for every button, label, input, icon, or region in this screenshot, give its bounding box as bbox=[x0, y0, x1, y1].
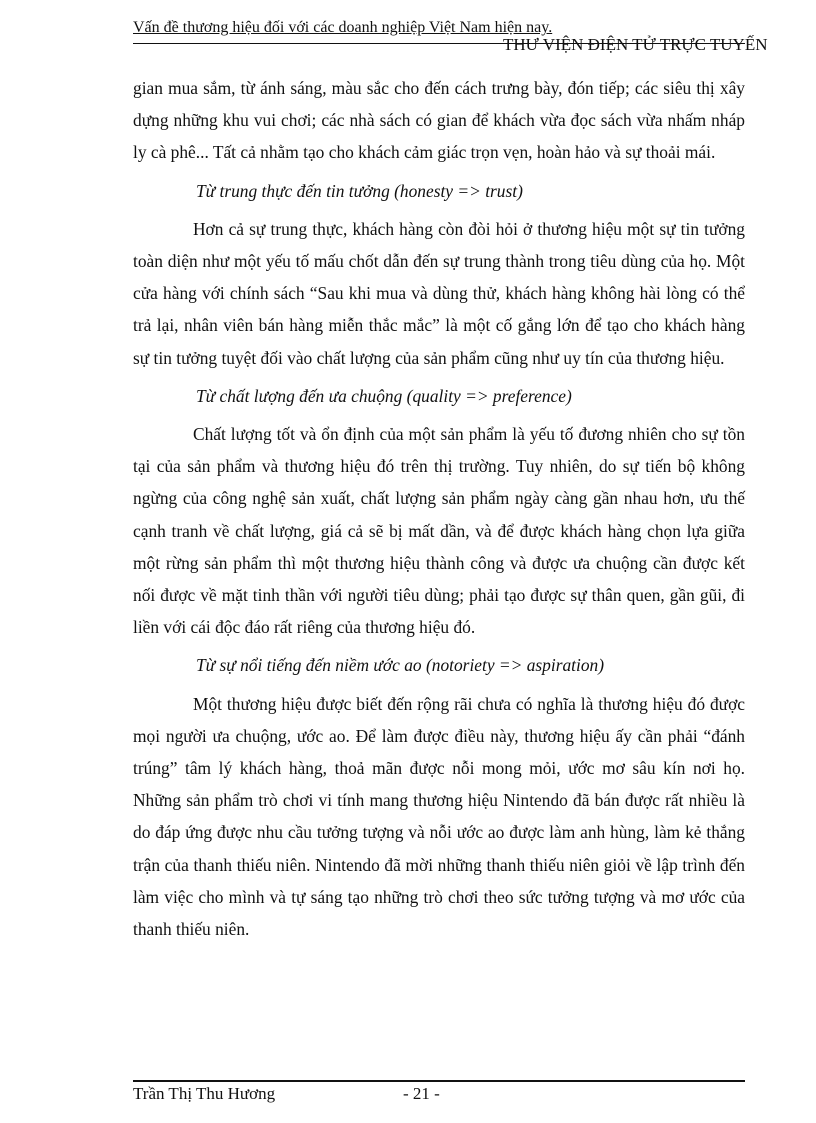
section-heading-notoriety-aspiration: Từ sự nổi tiếng đến niềm ước ao (notoriety => aspiration) bbox=[196, 655, 605, 676]
paragraph-trust: Hơn cả sự trung thực, khách hàng còn đòi hỏi ở thương hiệu một sự tin tưởng toàn diện như một yếu tố mấu chốt dẫn đến sự trung thành trong tiêu dùng của họ. Một cửa hàng với chính sách “Sau khi mua và dùng thử, khách hàng không hài lòng có thể trả lại, nhân viên bán hàng miễn thắc mắc” là một cố gắng lớn để tạo cho khách hàng sự tin tưởng tuyệt đối vào chất lượng của sản phẩm cũng như uy tín của thương hiệu. bbox=[133, 218, 745, 368]
page-body bbox=[133, 72, 745, 945]
section-heading-quality-preference: Từ chất lượng đến ưa chuộng (quality => preference) bbox=[196, 385, 572, 406]
footer-author: Trần Thị Thu Hương bbox=[133, 1084, 276, 1103]
paragraph-continuation: gian mua sắm, từ ánh sáng, màu sắc cho đến cách trưng bày, đón tiếp; các siêu thị xây dựng những khu vui chơi; các nhà sách có gian để khách vừa đọc sách vừa nhấm nháp ly cà phê... Tất cả nhằm tạo cho khách cảm giác trọn vẹn, hoàn hảo và sự thoải mái. bbox=[133, 78, 745, 163]
page-number: - 21 - bbox=[403, 1084, 440, 1103]
document-header-title: Vấn đề thương hiệu đối với các doanh nghiệp Việt Nam hiện nay. bbox=[133, 19, 553, 36]
footer-divider bbox=[133, 1080, 745, 1082]
library-watermark: THƯ VIỆN ĐIỆN TỬ TRỰC TUYẾN bbox=[503, 35, 768, 54]
section-heading-honesty-trust: Từ trung thực đến tin tưởng (honesty => trust) bbox=[196, 180, 523, 201]
header-divider bbox=[133, 43, 745, 44]
paragraph-aspiration: Một thương hiệu được biết đến rộng rãi chưa có nghĩa là thương hiệu đó được mọi người ưa chuộng, ước ao. Để làm được điều này, thương hiệu ấy cần phải “đánh trúng” tâm lý khách hàng, thoả mãn được nỗi mong mỏi, ước mơ sâu kín nơi họ. Những sản phẩm trò chơi vi tính mang thương hiệu Nintendo đã bán được rất nhiều là do đáp ứng được nhu cầu tưởng tượng và nỗi ước ao được làm anh hùng, làm kẻ thắng trận của thanh thiếu niên. Nintendo đã mời những thanh thiếu niên giỏi về lập trình đến làm việc cho mình và tự sáng tạo những trò chơi theo sức tưởng tượng và mơ ước của thanh thiếu niên. bbox=[133, 693, 745, 940]
paragraph-quality: Chất lượng tốt và ổn định của một sản phẩm là yếu tố đương nhiên cho sự tồn tại của sản phẩm và thương hiệu đó trên thị trường. Tuy nhiên, do sự tiến bộ không ngừng của công nghệ sản xuất, chất lượng sản phẩm ngày càng gần nhau hơn, ưu thế cạnh tranh về chất lượng, giá cả sẽ bị mất dần, và để được khách hàng chọn lựa giữa một rừng sản phẩm thì một thương hiệu thành công và được ưa chuộng cần được kết nối được về mặt tinh thần với người tiêu dùng; phải tạo được sự thân quen, gần gũi, đi liền với cái độc đáo rất riêng của thương hiệu đó. bbox=[133, 424, 745, 638]
